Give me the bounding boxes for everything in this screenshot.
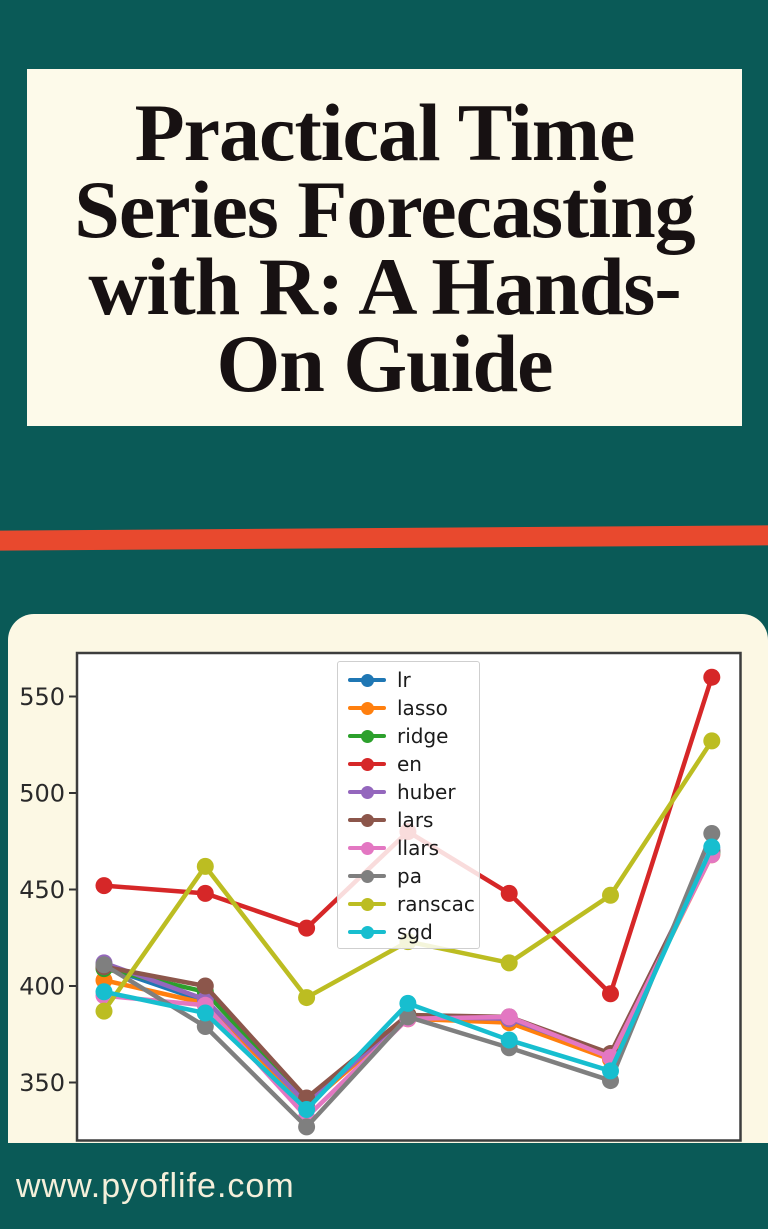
y-tick-label: 550 [19,683,65,711]
legend-dot-icon [361,814,374,827]
legend-dot-icon [361,758,374,771]
y-tick-label: 350 [19,1069,65,1097]
legend-line-marker-icon [348,734,386,738]
series-point-sgd [96,983,113,1000]
legend-label: lars [397,808,434,832]
series-point-pa [298,1118,315,1135]
title-line-4: On Guide [216,317,553,409]
legend-dot-icon [361,702,374,715]
legend-item-lasso [348,694,479,722]
legend-label: pa [397,864,422,888]
series-point-en [197,885,214,902]
legend-item-sgd [348,918,479,946]
legend-item-ridge [348,722,479,750]
legend-label: ranscac [397,892,475,916]
series-point-en [602,985,619,1002]
legend-line-marker-icon [348,874,386,878]
series-point-en [703,669,720,686]
legend-dot-icon [361,898,374,911]
series-point-ranscac [703,732,720,749]
series-point-sgd [298,1101,315,1118]
series-point-sgd [703,839,720,856]
accent-stripe [0,525,768,551]
legend-item-huber [348,778,479,806]
series-point-ranscac [197,858,214,875]
legend-line-marker-icon [348,846,386,850]
series-point-sgd [399,995,416,1012]
legend-item-llars [348,834,479,862]
y-tick-label: 400 [19,972,65,1001]
title-line-3: with R: A Hands- [88,240,681,332]
legend-dot-icon [361,842,374,855]
legend-item-en [348,750,479,778]
legend-label: en [397,752,422,776]
legend-item-lars [348,806,479,834]
series-point-ranscac [298,989,315,1006]
series-point-sgd [197,1005,214,1022]
footer-bar [0,1143,768,1229]
legend-line-marker-icon [348,902,386,906]
legend-item-ranscac [348,890,479,918]
y-tick-label: 450 [19,876,65,904]
legend-line-marker-icon [348,818,386,822]
series-point-ranscac [501,954,518,971]
legend-label: lasso [397,696,448,720]
legend-dot-icon [361,870,374,883]
legend-item-lr [348,666,479,694]
legend-item-pa [348,862,479,890]
title-line-1: Practical Time [134,86,635,178]
legend-line-marker-icon [348,790,386,794]
series-point-en [96,877,113,894]
series-point-en [501,885,518,902]
series-point-llars [501,1008,518,1025]
series-point-sgd [501,1032,518,1049]
title-line-2: Series Forecasting [74,163,695,255]
legend-label: llars [397,836,440,860]
series-point-sgd [602,1062,619,1079]
y-tick-label: 500 [19,779,65,808]
legend-label: sgd [397,920,433,944]
series-point-ranscac [602,887,619,904]
series-point-ranscac [96,1003,113,1020]
legend-line-marker-icon [348,678,386,682]
legend-line-marker-icon [348,762,386,766]
legend-line-marker-icon [348,706,386,710]
legend-dot-icon [361,674,374,687]
legend-line-marker-icon [348,930,386,934]
series-point-en [298,920,315,937]
series-point-pa [96,956,113,973]
legend-dot-icon [361,730,374,743]
chart-legend [337,661,480,949]
title-card [27,69,742,426]
legend-label: ridge [397,724,449,748]
legend-label: lr [397,668,411,692]
legend-label: huber [397,780,456,804]
footer-url: www.pyoflife.com [16,1166,295,1205]
series-point-lars [197,978,214,995]
legend-dot-icon [361,786,374,799]
legend-dot-icon [361,926,374,939]
